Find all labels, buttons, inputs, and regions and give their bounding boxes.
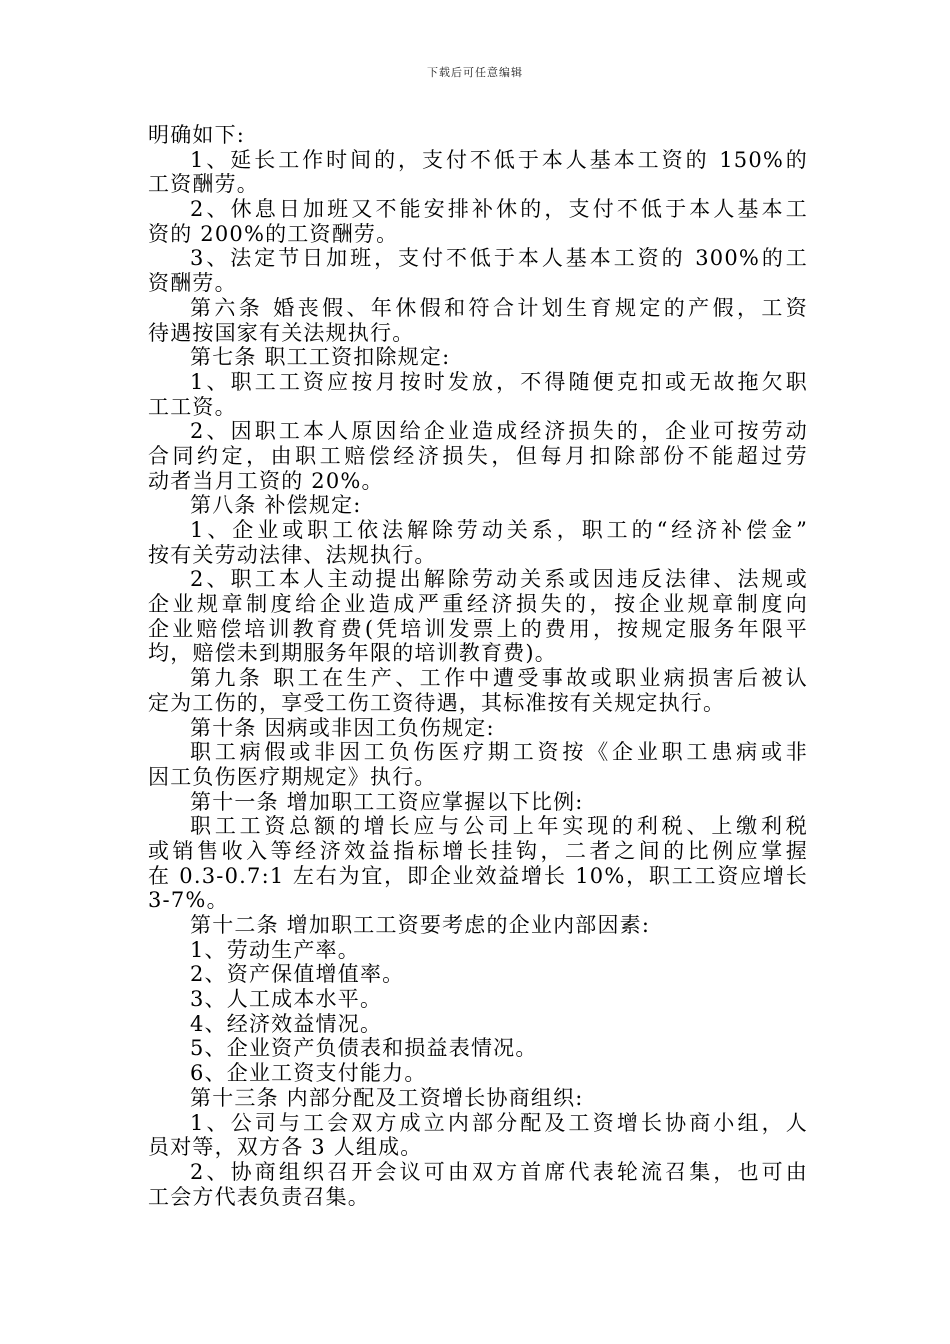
text-line: 6、企业工资支付能力。 bbox=[190, 1061, 427, 1086]
page-header-note: 下载后可任意编辑 bbox=[427, 66, 523, 79]
text-line: 第六条 婚丧假、年休假和符合计划生育规定的产假，工资 bbox=[190, 295, 808, 320]
text-line: 1、公司与工会双方成立内部分配及工资增长协商小组，人 bbox=[190, 1110, 808, 1135]
text-line: 资酬劳。 bbox=[148, 271, 237, 296]
text-line: 工工资。 bbox=[148, 394, 237, 419]
text-line: 第七条 职工工资扣除规定: bbox=[190, 345, 451, 370]
text-line: 职工工资总额的增长应与公司上年实现的利税、上缴利税 bbox=[190, 814, 808, 839]
text-line: 第十一条 增加职工工资应掌握以下比例: bbox=[190, 789, 584, 814]
document-body bbox=[148, 123, 808, 1209]
text-line: 第九条 职工在生产、工作中遭受事故或职业病损害后被认 bbox=[190, 666, 808, 691]
text-line: 员对等，双方各 3 人组成。 bbox=[148, 1135, 423, 1160]
text-line: 工会方代表负责召集。 bbox=[148, 1184, 370, 1209]
text-line: 企业赔偿培训教育费(凭培训发票上的费用，按规定服务年限平 bbox=[148, 616, 808, 641]
text-line: 因工负伤医疗期规定》执行。 bbox=[148, 764, 437, 789]
text-line: 第十条 因病或非因工负伤规定: bbox=[190, 715, 495, 740]
text-line: 第八条 补偿规定: bbox=[190, 493, 362, 518]
text-line: 2、休息日加班又不能安排补休的，支付不低于本人基本工 bbox=[190, 197, 808, 222]
text-line: 3、法定节日加班，支付不低于本人基本工资的 300%的工 bbox=[190, 246, 808, 271]
text-line: 2、资产保值增值率。 bbox=[190, 962, 405, 987]
text-line: 第十二条 增加职工工资要考虑的企业内部因素: bbox=[190, 913, 651, 937]
text-line: 第十三条 内部分配及工资增长协商组织: bbox=[190, 1085, 584, 1110]
text-line: 1、职工工资应按月按时发放，不得随便克扣或无故拖欠职 bbox=[190, 369, 808, 394]
text-line: 均，赔偿未到期服务年限的培训教育费)。 bbox=[148, 641, 557, 666]
text-line: 定为工伤的，享受工伤工资待遇，其标准按有关规定执行。 bbox=[148, 690, 726, 715]
text-line: 在 0.3-0.7:1 左右为宜，即企业效益增长 10%，职工工资应增长 bbox=[148, 863, 808, 888]
text-line: 待遇按国家有关法规执行。 bbox=[148, 320, 415, 345]
text-line: 4、经济效益情况。 bbox=[190, 1011, 383, 1036]
text-line: 2、职工本人主动提出解除劳动关系或因违反法律、法规或 bbox=[190, 567, 808, 592]
text-line: 2、因职工本人原因给企业造成经济损失的，企业可按劳动 bbox=[190, 419, 808, 444]
text-line: 1、延长工作时间的，支付不低于本人基本工资的 150%的 bbox=[190, 147, 808, 172]
text-line: 1、劳动生产率。 bbox=[190, 937, 360, 962]
text-line: 或销售收入等经济效益指标增长挂钩，二者之间的比例应掌握 bbox=[148, 838, 808, 863]
text-line: 动者当月工资的 20%。 bbox=[148, 468, 384, 493]
text-line: 3-7%。 bbox=[148, 888, 229, 913]
text-line: 工资酬劳。 bbox=[148, 172, 259, 197]
text-line: 资的 200%的工资酬劳。 bbox=[148, 221, 399, 246]
text-line: 5、企业资产负债表和损益表情况。 bbox=[190, 1036, 538, 1061]
text-line: 明确如下: bbox=[148, 123, 246, 147]
text-line: 2、协商组织召开会议可由双方首席代表轮流召集，也可由 bbox=[190, 1159, 808, 1184]
text-line: 按有关劳动法律、法规执行。 bbox=[148, 542, 437, 567]
text-line: 企业规章制度给企业造成严重经济损失的，按企业规章制度向 bbox=[148, 592, 808, 617]
text-line: 合同约定，由职工赔偿经济损失，但每月扣除部份不能超过劳 bbox=[148, 443, 808, 468]
text-line: 3、人工成本水平。 bbox=[190, 987, 383, 1012]
text-line: 1、企业或职工依法解除劳动关系，职工的“经济补偿金” bbox=[190, 518, 808, 542]
text-line: 职工病假或非因工负伤医疗期工资按《企业职工患病或非 bbox=[190, 740, 808, 765]
